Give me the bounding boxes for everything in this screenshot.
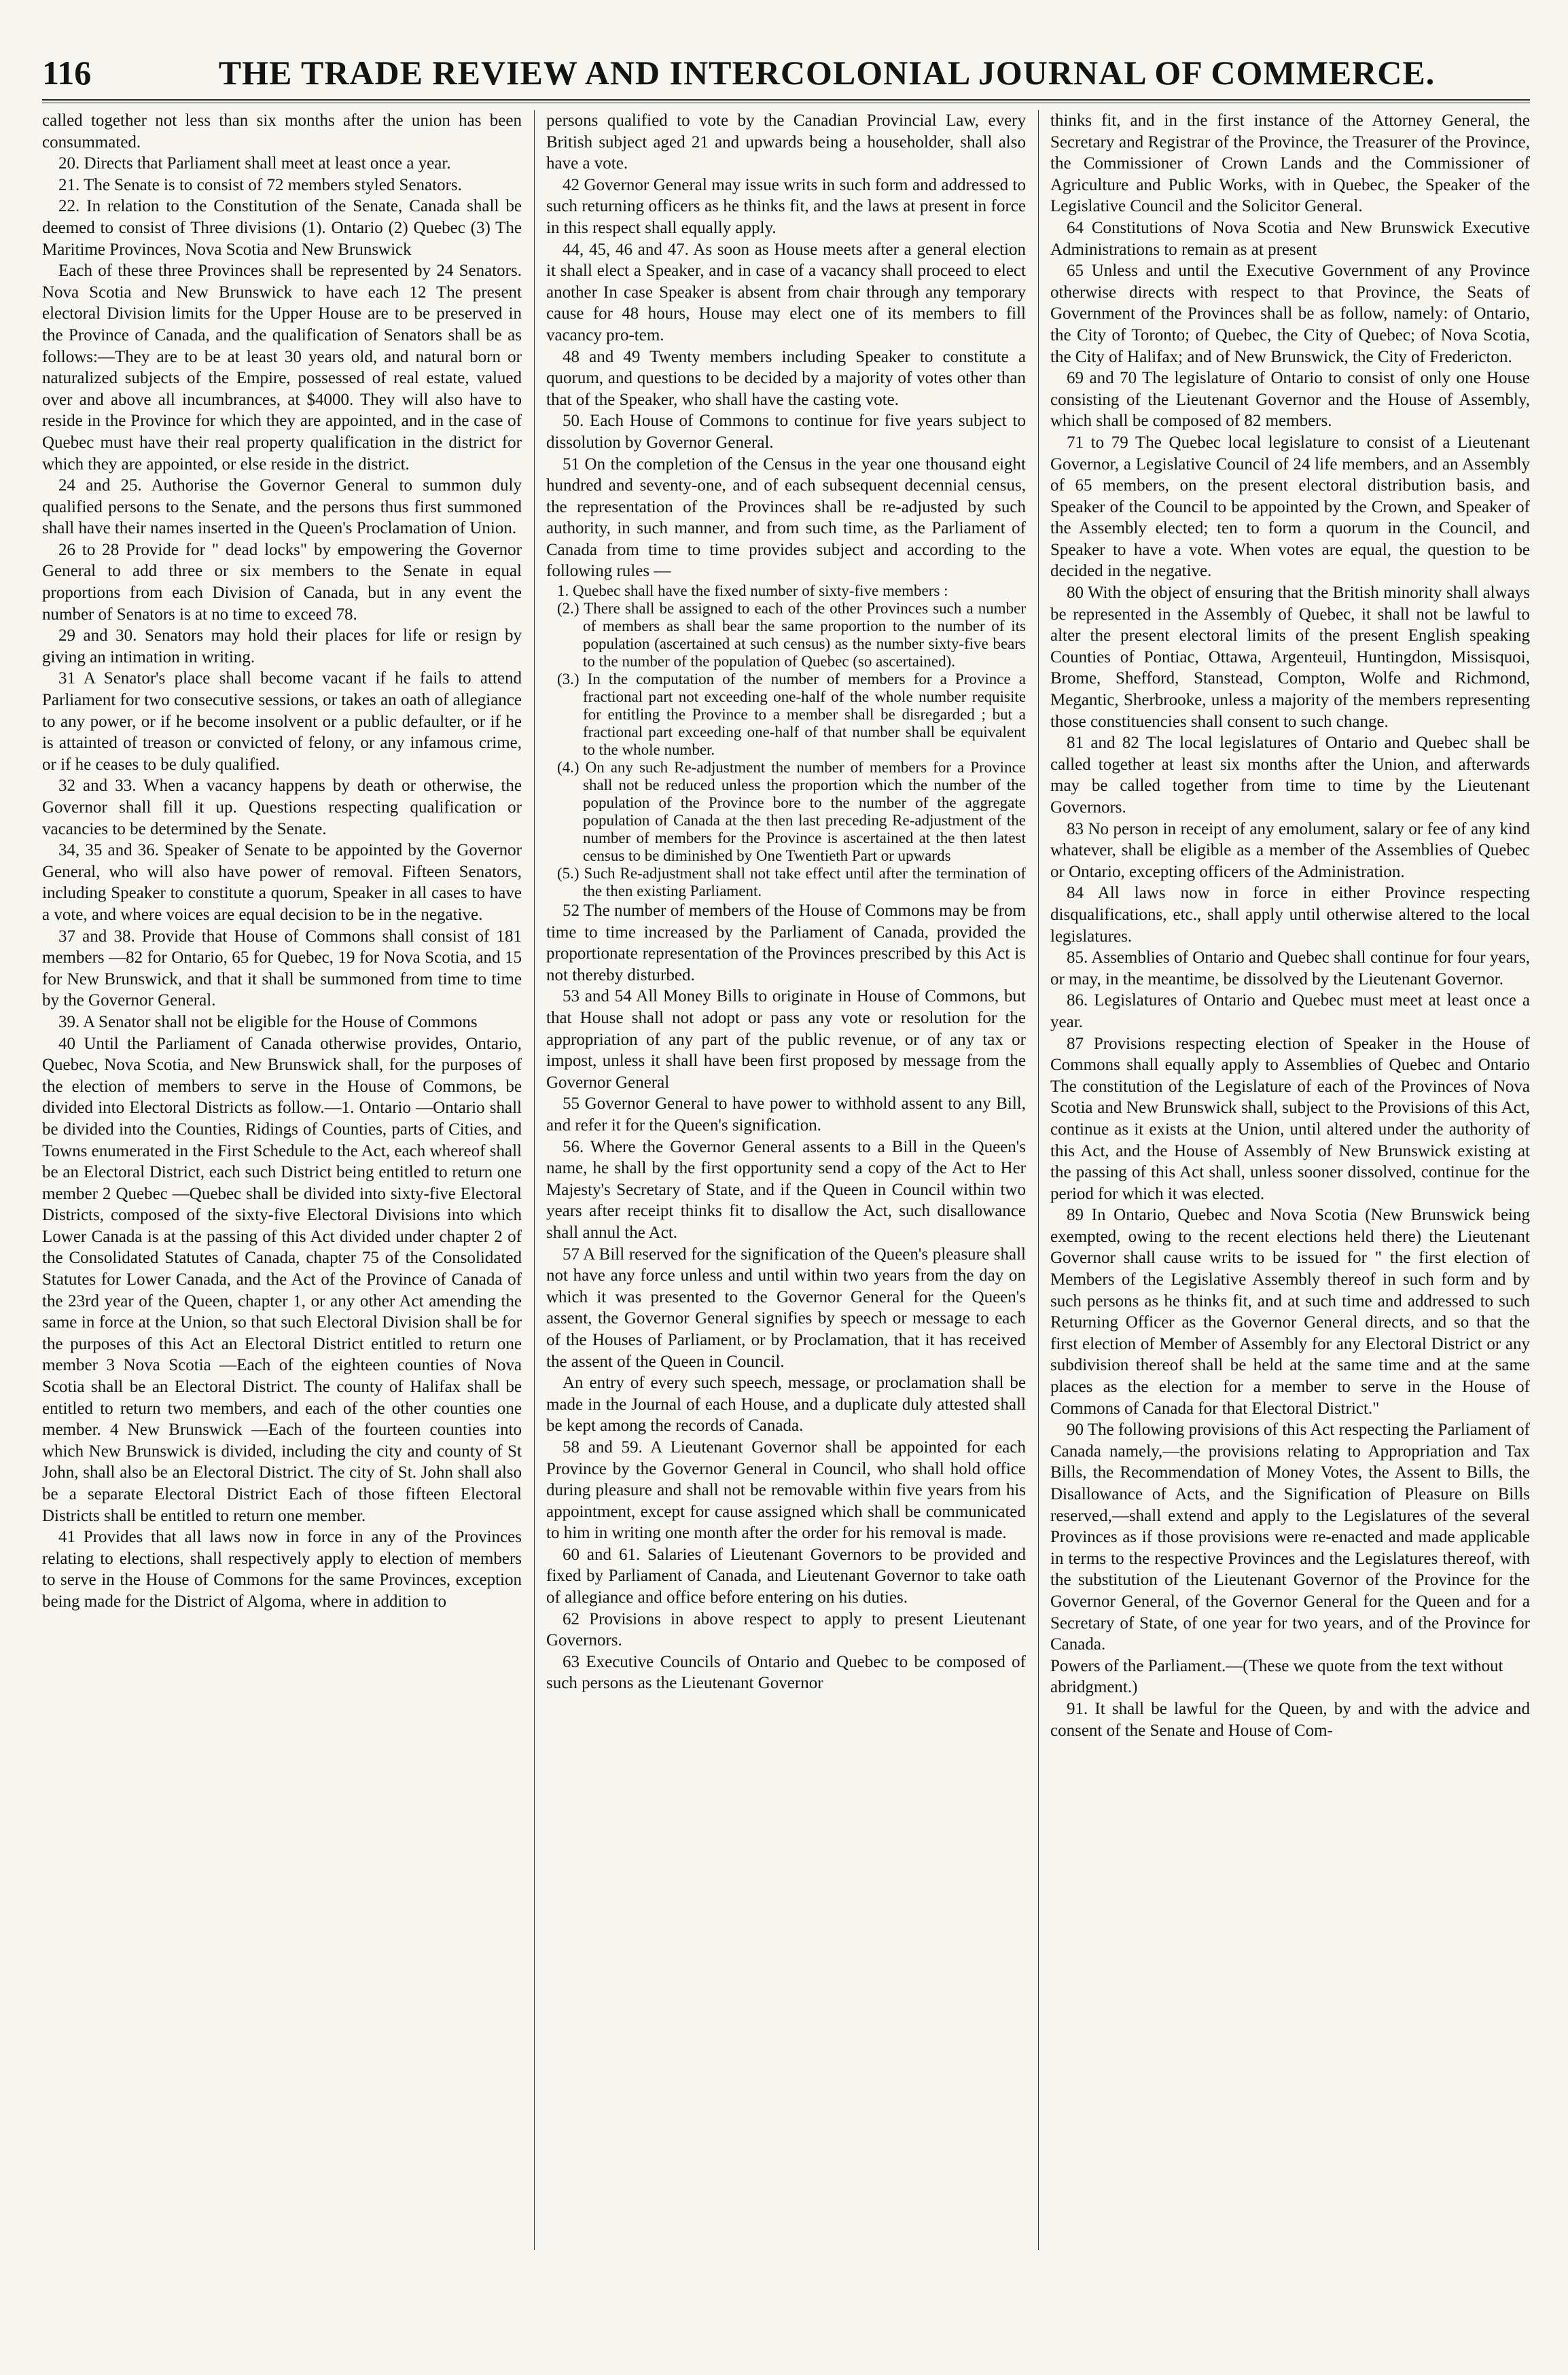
section-heading: Powers of the Parliament.—(These we quote from the text without abridgment.) [1050, 1656, 1503, 1697]
paragraph: 50. Each House of Commons to continue for five years subject to dissolution by Governor General. [546, 412, 1026, 452]
paragraph: 85. Assemblies of Ontario and Quebec shall continue for four years, or may, in the meantime, be dissolved by the Lieutenant Governor. [1050, 948, 1530, 988]
paragraph: 31 A Senator's place shall become vacant if he fails to attend Parliament for two consecutive sessions, or takes an oath of allegiance to any power, or if he become insolvent or a public defaulter, or if he is attainted of treason or convicted of felony, or any infamous crime, or if he ceases to be duly qualified. [42, 669, 522, 774]
paragraph: (2.) There shall be assigned to each of the other Provinces such a number of members as shall bear the same proportion to the number of its population (ascertained at such census) as the number sixty-five bears to the number of the population of Quebec (so ascertained). [557, 600, 1026, 671]
paragraph: 55 Governor General to have power to withhold assent to any Bill, and refer it for the Queen's signification. [546, 1094, 1026, 1135]
column-left [42, 110, 522, 2250]
paragraph: 56. Where the Governor General assents to a Bill in the Queen's name, he shall by the first opportunity send a copy of the Act to Her Majesty's Secretary of State, and if the Queen in Council within two years after receipt thinks fit to disallow the Act, such disallowance shall annul the Act. [546, 1137, 1026, 1242]
paragraph: 48 and 49 Twenty members including Speaker to constitute a quorum, and questions to be decided by a majority of votes other than that of the Speaker, who shall have the casting vote. [546, 347, 1026, 409]
paragraph: 84 All laws now in force in either Province respecting disqualifications, etc., shall apply until otherwise altered to the local legislatures. [1050, 884, 1530, 946]
paragraph: 29 and 30. Senators may hold their places for life or resign by giving an intimation in writing. [42, 626, 522, 666]
paragraph: (5.) Such Re-adjustment shall not take effect until after the termination of the then existing Parliament. [557, 865, 1026, 900]
paragraph: 64 Constitutions of Nova Scotia and New Brunswick Executive Administrations to remain as at present [1050, 218, 1530, 259]
paragraph: 44, 45, 46 and 47. As soon as House meets after a general election it shall elect a Speaker, and in case of a vacancy shall proceed to elect another In case Speaker is absent from chair through any temporary cause for 48 hours, House may elect one of its members to fill vacancy pro-tem. [546, 240, 1026, 344]
paragraph: 60 and 61. Salaries of Lieutenant Governors to be provided and fixed by Parliament of Canada, and Lieutenant Governor to take oath of allegiance and office before entering on his duties. [546, 1545, 1026, 1607]
paragraph: 89 In Ontario, Quebec and Nova Scotia (New Brunswick being exempted, owing to the recent elections held there) the Lieutenant Governor shall cause writs to be issued for " the first election of Members of the Legislative Assembly thereof in such form and by such persons as he thinks fit, and at such time and addressed to such Returning Officer as the Governor General directs, and so that the first election of Member of Assembly for any Electoral District or any subdivision thereof shall be held at the same time and at the same places as the election for a member to serve in the House of Commons of Canada for that Electoral District." [1050, 1206, 1530, 1418]
paragraph: 83 No person in receipt of any emolument, salary or fee of any kind whatever, shall be eligible as a member of the Assemblies of Quebec or Ontario, excepting officers of the Administration. [1050, 819, 1530, 881]
paragraph: 34, 35 and 36. Speaker of Senate to be appointed by the Governor General, who will also have power of removal. Fifteen Senators, including Speaker to constitute a quorum, Speaker in all cases to have a vote, and where voices are equal decision to be in the negative. [42, 841, 522, 924]
paragraph: 41 Provides that all laws now in force in any of the Provinces relating to elections, shall respectively apply to election of members to serve in the House of Commons for the same Provinces, exception being made for the District of Algoma, where in addition to [42, 1528, 522, 1611]
paragraph: 42 Governor General may issue writs in such form and addressed to such returning officers as he thinks fit, and the laws at present in force in this respect shall equally apply. [546, 175, 1026, 237]
paragraph: 63 Executive Councils of Ontario and Quebec to be composed of such persons as the Lieutenant Governor [546, 1652, 1026, 1693]
paragraph: 37 and 38. Provide that House of Commons shall consist of 181 members —82 for Ontario, 65 for Quebec, 19 for Nova Scotia, and 15 for New Brunswick, and that it shall be summoned from time to time by the Governor General. [42, 927, 522, 1010]
page-number: 116 [42, 54, 92, 92]
column-middle [546, 110, 1026, 2250]
paragraph: An entry of every such speech, message, or proclamation shall be made in the Journal of each House, and a duplicate duly attested shall be kept among the records of Canada. [546, 1374, 1026, 1435]
paragraph: 32 and 33. When a vacancy happens by death or otherwise, the Governor shall fill it up. Questions respecting qualification or vacancies to be determined by the Senate. [42, 776, 522, 838]
paragraph: 26 to 28 Provide for " dead locks" by empowering the Governor General to add three or six members to the Senate in equal proportions from each Division of Canada, but in any event the number of Senators is at no time to exceed 78. [42, 540, 522, 624]
paragraph: 81 and 82 The local legislatures of Ontario and Quebec shall be called together at least six months after the Union, and afterwards may be called together from time to time by the Lieutenant Governors. [1050, 734, 1530, 817]
paragraph: persons qualified to vote by the Canadian Provincial Law, every British subject aged 21 and upwards being a householder, shall also have a vote. [546, 111, 1026, 173]
text-columns [42, 110, 1530, 2250]
header-rule [42, 99, 1530, 103]
column-right [1050, 110, 1530, 2250]
paragraph: 87 Provisions respecting election of Speaker in the House of Commons shall equally apply to Assemblies of Quebec and Ontario The constitution of the Legislature of each of the Provinces of Nova Scotia and New Brunswick shall, subject to the Provisions of this Act, continue as it exists at the Union, until altered under the authority of this Act, and the House of Assembly of New Brunswick existing at the passing of this Act shall, unless sooner dissolved, continue for the period for which it was elected. [1050, 1034, 1530, 1203]
paragraph: (4.) On any such Re-adjustment the number of members for a Province shall not be reduced unless the proportion which the number of the population of the Province bore to the number of the aggregate population of Canada at the then last preceding Re-adjustment of the number of members for the Province is ascertained at the then latest census to be diminished by One Twentieth Part or upwards [557, 759, 1026, 865]
paragraph: 90 The following provisions of this Act respecting the Parliament of Canada namely,—the provisions relating to Appropriation and Tax Bills, the Recommendation of Money Votes, the Assent to Bills, the Disallowance of Acts, and the Signification of Pleasure on Bills reserved,—shall extend and apply to the Legislatures of the several Provinces as if those provisions were re-enacted and made applicable in terms to the respective Provinces and the Legislatures thereof, with the substitution of the Lieutenant Governor of the Province for the Governor General, of the Governor General for the Queen and for a Secretary of State, of one year for two years, and of the Province for Canada. [1050, 1421, 1530, 1654]
paragraph: 20. Directs that Parliament shall meet at least once a year. [58, 154, 451, 173]
paragraph: 62 Provisions in above respect to apply to present Lieutenant Governors. [546, 1609, 1026, 1650]
paragraph: 40 Until the Parliament of Canada otherwise provides, Ontario, Quebec, Nova Scotia, and New Brunswick shall, for the purposes of the election of members to serve in the House of Commons, be divided into Electoral Districts as follow.—1. Ontario —Ontario shall be divided into the Counties, Ridings of Counties, parts of Cities, and Towns enumerated in the First Schedule to the Act, each whereof shall be an Electoral District, each such District being entitled to return one member 2 Quebec —Quebec shall be divided into sixty-five Electoral Districts, composed of the sixty-five Electoral Divisions into which Lower Canada is at the passing of this Act divided under chapter 2 of the Consolidated Statutes of Canada, chapter 75 of the Consolidated Statutes for Lower Canada, and the Act of the Province of Canada of the 23rd year of the Queen, chapter 1, or any other Act amending the same in force at the Union, so that such Electoral Division shall be for the purposes of this Act an Electoral District entitled to return one member 3 Nova Scotia —Each of the eighteen counties of Nova Scotia shall be an Electoral District. The county of Halifax shall be entitled to return two members, and each of the other counties one member. 4 New Brunswick —Each of the fourteen counties into which New Brunswick is divided, including the city and county of St John, shall also be an Electoral District. The city of St. John shall also be a separate Electoral District Each of those fifteen Electoral Districts shall be entitled to return one member. [42, 1034, 522, 1525]
paragraph: Each of these three Provinces shall be represented by 24 Senators. Nova Scotia and New Brunswick to have each 12 The present electoral Division limits for the Upper House are to be preserved in the Province of Canada, and the qualification of Senators shall be as follows:—They are to be at least 30 years old, and natural born or naturalized subjects of the Empire, possessed of real estate, valued over and above all incumbrances, at $4000. They will also have to reside in the Province for which they are appointed, and in the case of Quebec must have their real property qualification in the district for which they are appointed, or else reside in the district. [42, 262, 522, 474]
paragraph: 1. Quebec shall have the fixed number of sixty-five members : [557, 582, 948, 600]
paragraph: 80 With the object of ensuring that the British minority shall always be represented in the Assembly of Quebec, it shall not be lawful to alter the present electoral limits of the present English speaking Counties of Pontiac, Ottawa, Argenteuil, Huntingdon, Missisquoi, Brome, Shefford, Stanstead, Compton, Wolfe and Richmond, Megantic, Sherbrooke, unless a majority of the members representing those constituencies shall consent to such change. [1050, 584, 1530, 731]
page-header [42, 39, 1530, 92]
column-divider [1038, 110, 1039, 2250]
paragraph: 86. Legislatures of Ontario and Quebec must meet at least once a year. [1050, 991, 1530, 1031]
paragraph: 71 to 79 The Quebec local legislature to consist of a Lieutenant Governor, a Legislative Council of 24 life members, and an Assembly of 65 members, on the present electoral distribution basis, and Speaker of the Council to be appointed by the Crown, and Speaker of the Assembly elected; ten to form a quorum in the Council, and Speaker to have a vote. When votes are equal, the question to be decided in the negative. [1050, 433, 1530, 581]
paragraph: called together not less than six months after the union has been consummated. [42, 111, 522, 151]
paragraph: 39. A Senator shall not be eligible for the House of Commons [58, 1012, 478, 1031]
paragraph: 69 and 70 The legislature of Ontario to consist of only one House consisting of the Lieutenant Governor and the House of Assembly, which shall be composed of 82 members. [1050, 369, 1530, 431]
paragraph: 57 A Bill reserved for the signification of the Queen's pleasure shall not have any force unless and until within two years from the day on which it was presented to the Governor General for the Queen's assent, the Governor General signifies by speech or message to each of the Houses of Parliament, or by Proclamation, that it has received the assent of the Queen in Council. [546, 1245, 1026, 1371]
paragraph: 21. The Senate is to consist of 72 members styled Senators. [58, 175, 462, 194]
paragraph: thinks fit, and in the first instance of the Attorney General, the Secretary and Registrar of the Province, the Treasurer of the Province, the Commissioner of Crown Lands and the Commissioner of Agriculture and Public Works, with in Quebec, the Speaker of the Legislative Council and the Solicitor General. [1050, 111, 1530, 216]
paragraph: 91. It shall be lawful for the Queen, by and with the advice and consent of the Senate and House of Com- [1050, 1699, 1530, 1740]
paragraph: 24 and 25. Authorise the Governor General to summon duly qualified persons to the Senate, and the persons thus first summoned shall have their names inserted in the Queen's Proclamation of Union. [42, 476, 522, 538]
column-divider [534, 110, 535, 2250]
paragraph: 58 and 59. A Lieutenant Governor shall be appointed for each Province by the Governor General in Council, who shall hold office during pleasure and shall not be removable within five years from his appointment, except for cause assigned which shall be communicated to him in writing one month after the order for his removal is made. [546, 1438, 1026, 1543]
paragraph: 53 and 54 All Money Bills to originate in House of Commons, but that House shall not adopt or pass any vote or resolution for the appropriation of any part of the public revenue, or of any tax or impost, unless it shall have been first proposed by message from the Governor General [546, 987, 1026, 1092]
paragraph: 52 The number of members of the House of Commons may be from time to time increased by the Parliament of Canada, provided the proportionate representation of the Provinces prescribed by this Act is not thereby disturbed. [546, 901, 1026, 984]
paragraph: 22. In relation to the Constitution of the Senate, Canada shall be deemed to consist of Three divisions (1). Ontario (2) Quebec (3) The Maritime Provinces, Nova Scotia and New Brunswick [42, 197, 522, 259]
running-title: THE TRADE REVIEW AND INTERCOLONIAL JOURNAL OF COMMERCE. [218, 54, 1436, 92]
paragraph: (3.) In the computation of the number of members for a Province a fractional part not exceeding one-half of the whole number requisite for entitling the Province to a member shall be disregarded ; but a fractional part exceeding one-half of that number shall be equivalent to the whole number. [557, 671, 1026, 759]
paragraph: 51 On the completion of the Census in the year one thousand eight hundred and seventy-one, and of each subsequent decennial census, the representation of the Provinces shall be re-adjusted by such authority, in such manner, and from such time, as the Parliament of Canada from time to time provides subject and according to the following rules — [546, 454, 1026, 581]
paragraph: 65 Unless and until the Executive Government of any Province otherwise directs with respect to that Province, the Seats of Government of the Provinces shall be as follow, namely: of Ontario, the City of Toronto; of Quebec, the City of Quebec; of Nova Scotia, the City of Halifax; and of New Brunswick, the City of Fredericton. [1050, 262, 1530, 366]
